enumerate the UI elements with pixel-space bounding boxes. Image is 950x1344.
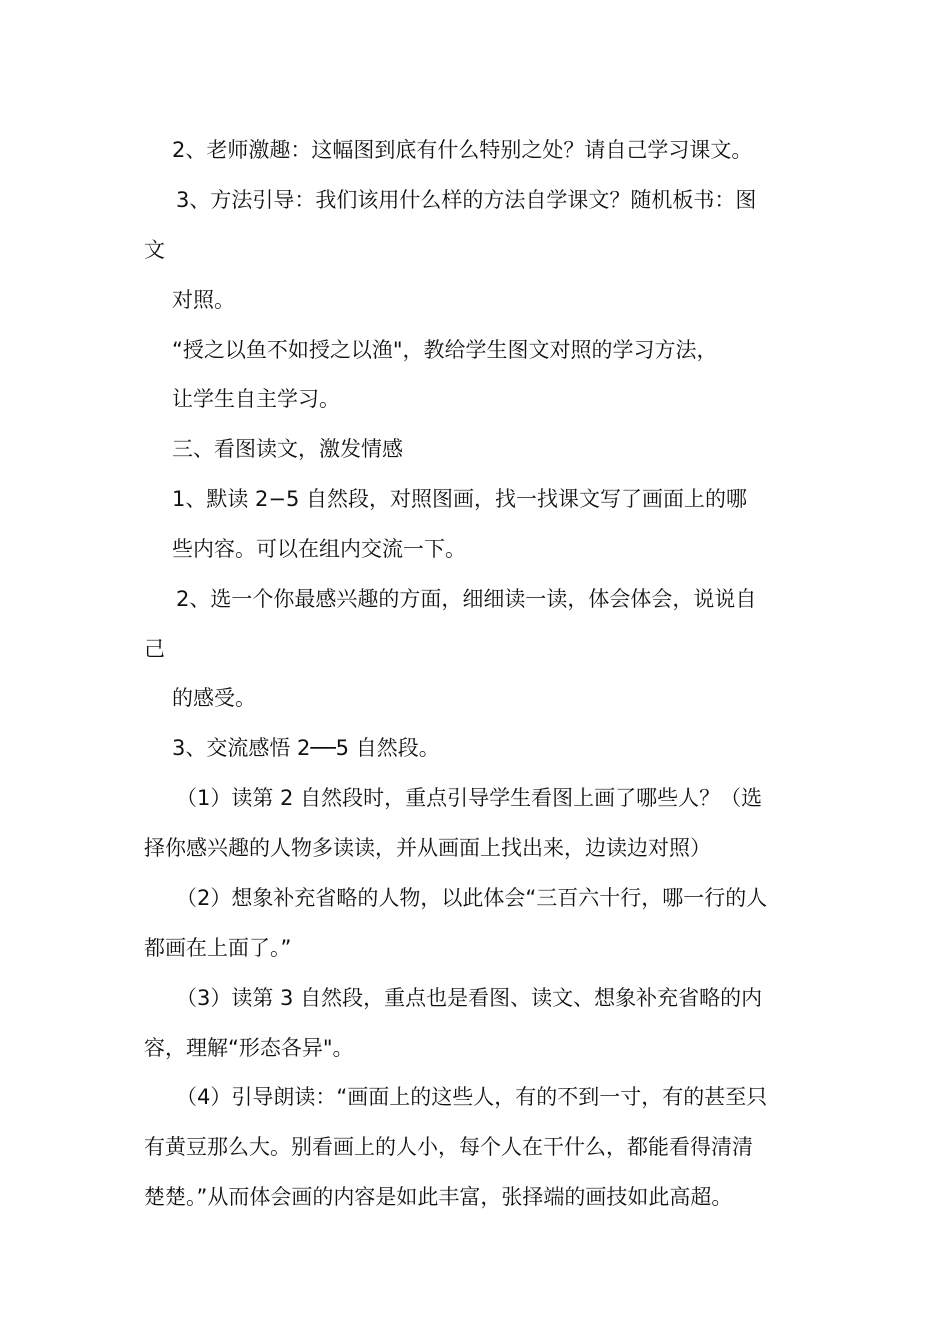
text-line: 3、方法引导：我们该用什么样的方法自学课文？随机板书：图 [176,188,757,212]
text-line: 2、老师激趣：这幅图到底有什么特别之处？请自己学习课文。 [172,138,753,162]
section-heading: 三、看图读文，激发情感 [172,437,403,461]
text-line: “授之以鱼不如授之以渔"，教给学生图文对照的学习方法， [172,338,718,362]
text-line: 择你感兴趣的人物多读读，并从画面上找出来，边读边对照） [144,836,711,860]
text-line: 容，理解“形态各异"。 [144,1036,354,1060]
text-line: 些内容。可以在组内交流一下。 [172,537,466,561]
text-line: 己 [144,637,165,661]
text-line: 的感受。 [172,686,256,710]
text-line: （1）读第 2 自然段时，重点引导学生看图上画了哪些人？（选 [176,786,763,810]
text-line: 文 [144,238,165,262]
text-line: 对照。 [172,288,235,312]
text-line: 有黄豆那么大。别看画上的人小，每个人在干什么，都能看得清清 [144,1135,753,1159]
text-line: （4）引导朗读：“画面上的这些人，有的不到一寸，有的甚至只 [176,1085,768,1109]
text-line: 楚楚。”从而体会画的内容是如此丰富，张择端的画技如此高超。 [144,1185,733,1209]
text-line: 让学生自主学习。 [172,387,340,411]
text-line: 都画在上面了。” [144,936,292,960]
text-line: 2、选一个你最感兴趣的方面，细细读一读，体会体会，说说自 [176,587,757,611]
text-line: 3、交流感悟 2──5 自然段。 [172,736,440,760]
text-line: （2）想象补充省略的人物，以此体会“三百六十行，哪一行的人 [176,886,768,910]
text-line: 1、默读 2−5 自然段，对照图画，找一找课文写了画面上的哪 [172,487,748,511]
text-line: （3）读第 3 自然段，重点也是看图、读文、想象补充省略的内 [176,986,763,1010]
